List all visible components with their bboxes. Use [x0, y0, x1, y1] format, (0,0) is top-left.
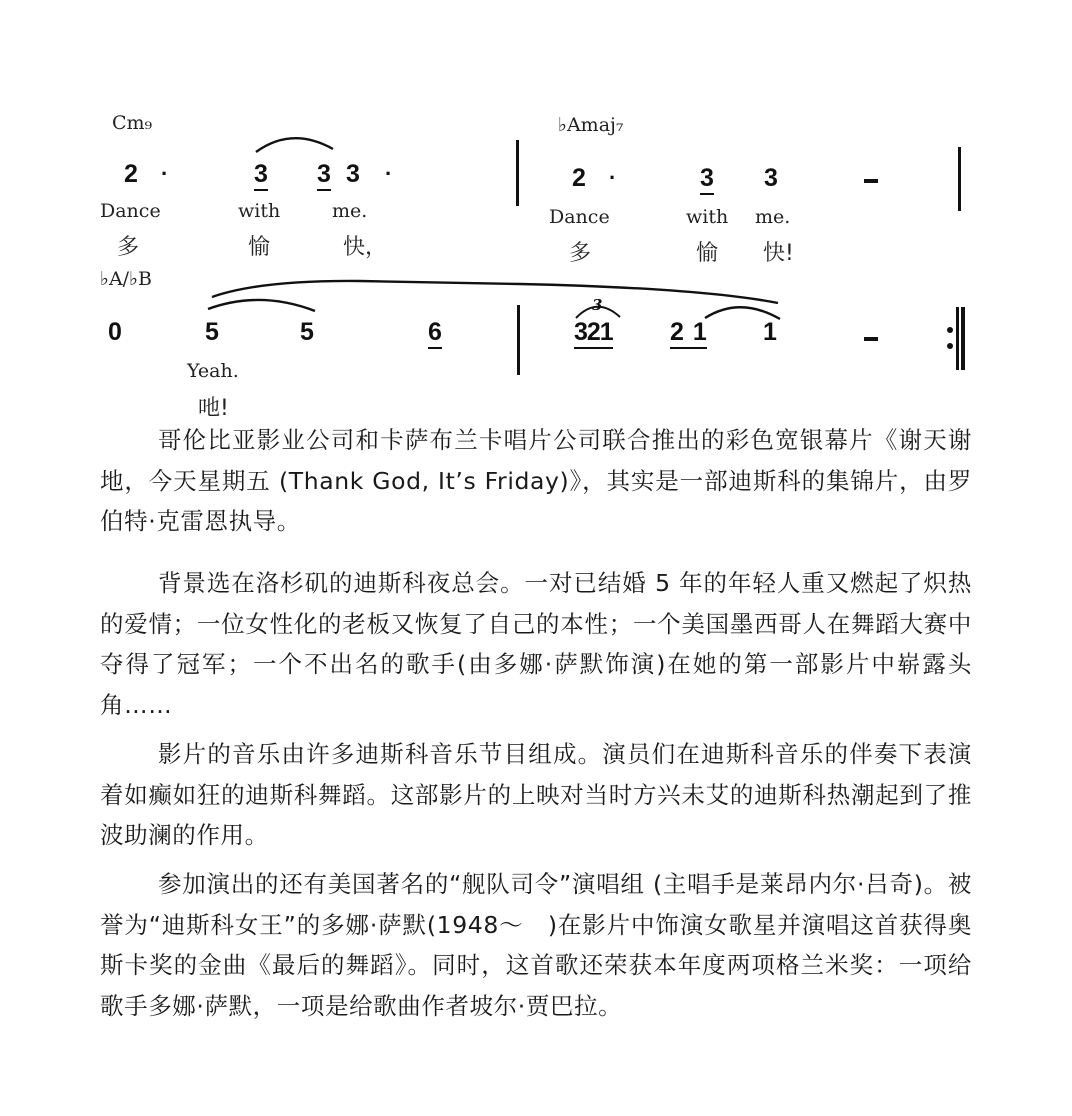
paragraph-2: 背景选在洛杉矶的迪斯科夜总会。一对已结婚 5 年的年轻人重又燃起了炽热的爱情；一位女性化的老板又恢复了自己的本性；一个美国墨西哥人在舞蹈大赛中夺得了冠军；一个不出名的歌手(由多娜·萨默饰演)在她的第一部影片中崭露头角…… — [100, 569, 972, 719]
note-eighth: 3 — [317, 160, 331, 191]
note: 3 — [346, 160, 360, 188]
augmentation-dot: · — [161, 161, 169, 186]
phrase-slur — [212, 281, 778, 303]
slur-curves — [0, 0, 1072, 430]
lyric-en: me. — [755, 206, 791, 228]
paragraph-4: 参加演出的还有美国著名的“舰队司令”演唱组 (主唱手是莱昂内尔·吕奇)。被誉为“迪斯科女王”的多娜·萨默(1948～ )在影片中饰演女歌星并演唱这首获得奥斯卡奖的金曲《最后的舞蹈》。同时，这首歌还荣获本年度两项格兰米奖：一项给歌手多娜·萨默，一项是给歌曲作者坡尔·贾巴拉。 — [100, 870, 972, 1020]
triplet-arc — [576, 307, 620, 318]
lyric-zh: 多 — [117, 235, 140, 260]
augmentation-dot: · — [385, 161, 393, 186]
note-triplet: 321 — [574, 318, 613, 349]
lyric-en: Dance — [549, 206, 610, 228]
note: 2 — [124, 160, 138, 188]
chord-symbol: Cm₉ — [112, 112, 153, 134]
lyric-zh: 吔! — [198, 396, 229, 421]
lyric-zh: 多 — [569, 241, 592, 266]
augmentation-dot: · — [609, 165, 617, 190]
note: 2 — [572, 164, 586, 192]
note-sixteenth-pair: 2 1 — [670, 318, 707, 349]
lyric-zh: 快! — [763, 241, 794, 266]
slur-arc — [705, 307, 780, 319]
lyric-zh: 快， — [343, 235, 388, 260]
note: 1 — [763, 318, 777, 346]
paragraph-1: 哥伦比亚影业公司和卡萨布兰卡唱片公司联合推出的彩色宽银幕片《谢天谢地，今天星期五 (Thank God, It’s Friday)》，其实是一部迪斯科的集锦片，由罗伯特·克雷恩执导。 — [100, 426, 972, 535]
note-eighth: 3 — [254, 160, 268, 191]
chord-symbol: ♭Amaj₇ — [558, 114, 624, 136]
note: 3 — [764, 164, 778, 192]
tie-arc — [256, 138, 333, 152]
paragraph-3: 影片的音乐由许多迪斯科音乐节目组成。演员们在迪斯科音乐的伴奏下表演着如癫如狂的迪斯科舞蹈。这部影片的上映对当时方兴未艾的迪斯科热潮起到了推波助澜的作用。 — [100, 740, 972, 849]
lyric-zh: 愉 — [248, 235, 271, 260]
note-eighth: 3 — [700, 164, 714, 195]
note-eighth: 6 — [428, 318, 442, 349]
chord-symbol: ♭A/♭B — [100, 268, 153, 290]
lyric-en: Dance — [100, 200, 161, 222]
slur-arc — [208, 300, 315, 311]
note: 5 — [300, 318, 314, 346]
lyric-en: with — [686, 206, 729, 228]
lyric-zh: 愉 — [696, 241, 719, 266]
lyric-en: me. — [332, 200, 368, 222]
note: 5 — [205, 318, 219, 346]
triplet-mark: 3 — [592, 296, 603, 314]
lyric-en: Yeah. — [187, 360, 239, 382]
note-rest: 0 — [108, 318, 122, 346]
lyric-en: with — [238, 200, 281, 222]
